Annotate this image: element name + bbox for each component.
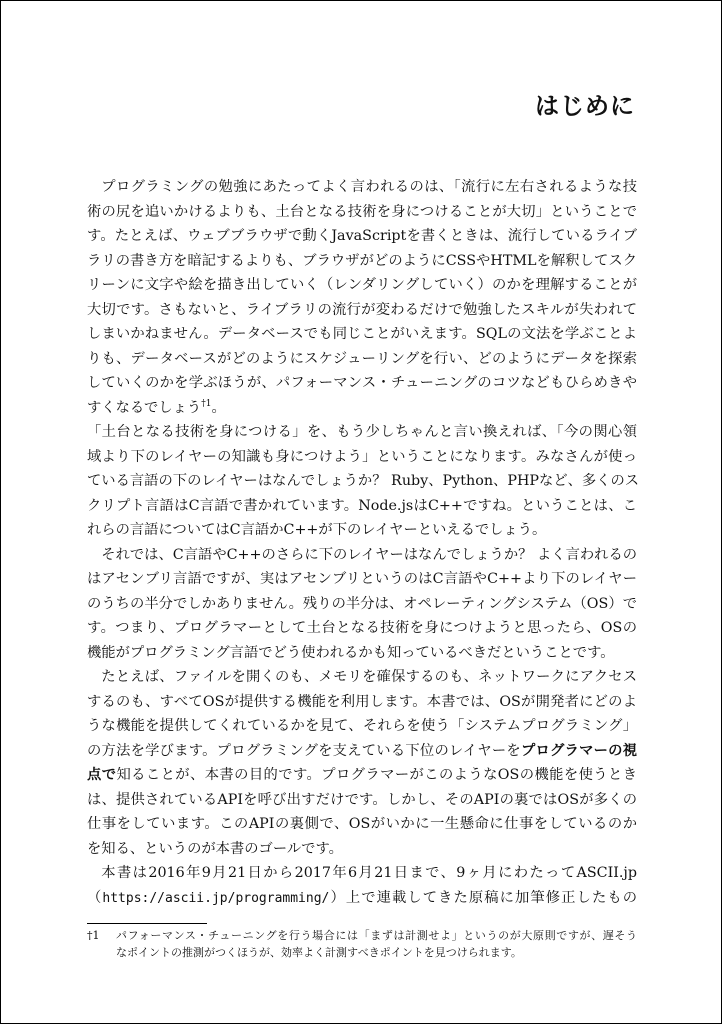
text-line [87, 812, 637, 837]
text-run: す。たとえば、ウェブブラウザで動くJavaScriptを書くときは、流行しているライブ [87, 228, 637, 244]
text-run: うな機能を提供してくれているかを見て、それらを使う「システムプログラミング」 [87, 718, 637, 734]
text-line [87, 763, 637, 788]
text-run: 術の尻を追いかけるよりも、土台となる技術を身につけることが大切」ということで [87, 203, 637, 220]
url-text: https://ascii.jp/programming/ [102, 890, 330, 906]
text-run: す。つまり、プログラマーとして土台となる技術を身につけようと思ったら、OSの [87, 620, 637, 636]
text-line [87, 690, 637, 715]
footnote-line: パフォーマンス・チューニングを行う場合には「まずは計測せよ」というのが大原則ですが、遅そう [116, 929, 637, 942]
text-line [87, 371, 637, 396]
text-line [87, 469, 640, 494]
bold-text-run: 点で [87, 767, 117, 783]
text-run: ている言語の下のレイヤーはなんでしょうか？ Ruby、Python、PHPなど、多くのス [87, 473, 640, 489]
text-line [87, 298, 637, 323]
text-run: ）上で連載してきた原稿に加筆修正したもの [329, 889, 638, 906]
text-line [87, 494, 637, 519]
text-line [87, 739, 637, 764]
text-run: リーンに文字や絵を描き出していく（レンダリングしていく）のかを理解することが [87, 277, 637, 293]
text-line [87, 322, 637, 347]
text-line [87, 886, 637, 911]
text-run: すくなるでしょう [87, 399, 202, 416]
text-run: 仕事をしています。このAPIの裏側で、OSがいかに一生懸命に仕事をしているのか [87, 816, 637, 832]
text-run: たとえば、ファイルを開くのも、メモリを確保するのも、ネットワークにアクセス [101, 669, 637, 685]
footnote [87, 927, 637, 961]
text-line [87, 175, 637, 200]
footnote-reference: †1 [201, 398, 212, 409]
text-line [87, 543, 637, 568]
text-line [87, 861, 637, 886]
footnote-line: なポイントの推測がつくほうが、効率よく計測すべきポイントを見つけられます。 [116, 946, 522, 959]
text-run: 。 [211, 399, 226, 416]
text-run: 本書は2016年9月21日から2017年6月21日まで、9ヶ月にわたってASCII.jp [101, 865, 637, 881]
text-run: 機能がプログラミング言語でどう使われるかも知っているべきだということです。 [87, 644, 615, 661]
footnote-rule [87, 923, 207, 924]
text-run: を知る、というのが本書のゴールです。 [87, 840, 343, 857]
text-run: のうちの半分でしかありません。残りの半分は、オペレーティングシステム（OS）で [87, 595, 637, 612]
text-run: 大切です。さもないと、ライブラリの流行が変わるだけで勉強したスキルが失われて [87, 301, 637, 318]
text-run: りも、データベースがどのようにスケジューリングを行い、どのようにデータを探索 [87, 350, 637, 367]
text-run: は、提供されているAPIを呼び出すだけです。しかし、そのAPIの裏ではOSが多くの [87, 791, 637, 808]
paragraph [87, 420, 640, 543]
text-line [87, 273, 637, 298]
text-line [87, 200, 637, 225]
text-run: していくのかを学ぶほうが、パフォーマンス・チューニングのコツなどもひらめきや [87, 375, 637, 391]
text-run: （ [87, 889, 103, 906]
text-line [87, 592, 637, 617]
paragraph [87, 861, 637, 910]
text-line [87, 396, 637, 421]
text-line [87, 347, 637, 372]
footnote-mark: †1 [87, 929, 100, 942]
text-line [87, 641, 637, 666]
text-run: するのも、すべてOSが提供する機能を利用します。本書では、OSが開発者にどのよ [87, 693, 637, 710]
text-run: はアセンブリ言語ですが、実はアセンブリというのはC言語やC++より下のレイヤー [87, 571, 637, 587]
body-text [87, 175, 640, 910]
text-line [87, 665, 637, 690]
text-line [87, 445, 637, 470]
text-line [87, 837, 637, 862]
text-line [87, 567, 637, 592]
text-run: プログラミングの勉強にあたってよく言われるのは、「流行に左右されるような技 [101, 179, 637, 195]
paragraph [87, 175, 637, 420]
text-run: クリプト言語はC言語で書かれています。Node.jsはC++ですね。ということは、こ [87, 497, 637, 514]
text-run: しまいかねません。データベースでも同じことがいえます。SQLの文法を学ぶことよ [87, 326, 637, 342]
text-line [87, 224, 637, 249]
text-line [87, 249, 637, 274]
text-run: れらの言語についてはC言語かC++が下のレイヤーといえるでしょう。 [87, 522, 547, 538]
text-run: の方法を学びます。プログラミングを支えている下位のレイヤーを [87, 742, 521, 759]
text-line [87, 420, 637, 445]
text-run: 「土台となる技術を身につける」を、もう少しちゃんと言い換えれば、「今の関心領 [87, 424, 637, 440]
footnote-text [116, 927, 637, 961]
paragraph [87, 543, 637, 666]
text-line [87, 616, 637, 641]
text-run: 域より下のレイヤーの知識も身につけよう」ということになります。みなさんが使っ [87, 448, 637, 465]
bold-text-run: プログラマーの視 [520, 742, 638, 759]
text-run: それでは、C言語やC++のさらに下のレイヤーはなんでしょうか？ よく言われるの [101, 546, 638, 563]
text-line [87, 714, 637, 739]
text-run: 知ることが、本書の目的です。プログラマーがこのようなOSの機能を使うとき [116, 767, 638, 783]
paragraph [87, 665, 637, 861]
page-title: はじめに [535, 92, 635, 120]
text-run: ラリの書き方を暗記するよりも、ブラウザがどのようにCSSやHTMLを解釈してスク [87, 252, 637, 269]
text-line [87, 518, 637, 543]
text-line [87, 788, 637, 813]
